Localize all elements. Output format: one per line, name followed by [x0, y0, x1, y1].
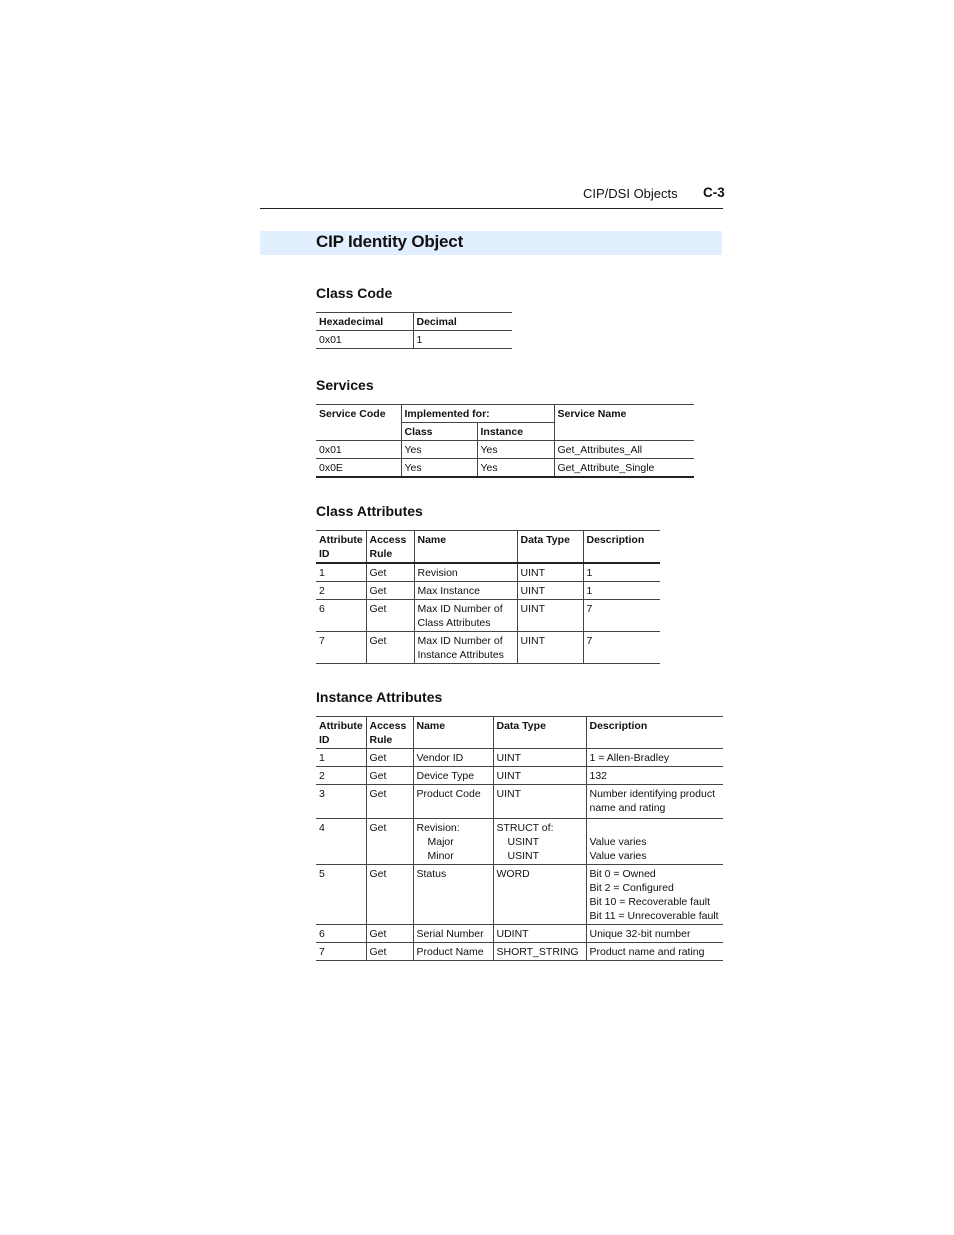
table-cell: UINT	[517, 632, 583, 664]
column-header: Data Type	[493, 717, 586, 749]
table-cell	[413, 819, 493, 865]
cell-line: Major	[427, 836, 454, 848]
table-cell: Get	[366, 563, 414, 582]
running-header-section: CIP/DSI Objects	[583, 186, 678, 201]
table-cell: Get_Attribute_Single	[554, 459, 694, 478]
table-row	[316, 563, 660, 582]
table-cell: UINT	[493, 785, 586, 819]
table-cell: 7	[583, 600, 660, 632]
table-row	[316, 865, 723, 925]
column-header: Hexadecimal	[316, 313, 413, 331]
table-cell: Yes	[477, 459, 554, 478]
instance-attributes-heading: Instance Attributes	[316, 689, 443, 705]
table-cell: UINT	[493, 749, 586, 767]
table-cell: 1 = Allen-Bradley	[586, 749, 723, 767]
table-cell: 4	[316, 819, 366, 865]
table-cell: 0x01	[316, 331, 413, 349]
table-cell	[586, 819, 723, 865]
cell-line: Value varies	[589, 836, 647, 848]
table-cell: 7	[583, 632, 660, 664]
cell-line: Revision:	[416, 822, 460, 834]
table-cell: Device Type	[413, 767, 493, 785]
table-cell: 132	[586, 767, 723, 785]
table-cell: Revision	[414, 563, 517, 582]
table-row	[316, 749, 723, 767]
table-cell: Max ID Number of Instance Attributes	[414, 632, 517, 664]
table-cell: Get	[366, 600, 414, 632]
table-cell: 5	[316, 865, 366, 925]
table-cell: Get	[366, 943, 413, 961]
table-cell: 7	[316, 943, 366, 961]
table-cell: 6	[316, 925, 366, 943]
cell-line: Value varies	[589, 850, 647, 862]
table-cell: Status	[413, 865, 493, 925]
class-code-table	[316, 312, 512, 349]
table-cell: Yes	[477, 441, 554, 459]
table-cell: Unique 32-bit number	[586, 925, 723, 943]
table-cell: 2	[316, 582, 366, 600]
table-header-row	[316, 405, 694, 423]
table-row	[316, 767, 723, 785]
table-row	[316, 943, 723, 961]
table-cell: SHORT_STRING	[493, 943, 586, 961]
table-cell: Product name and rating	[586, 943, 723, 961]
table-cell: WORD	[493, 865, 586, 925]
table-cell: UINT	[517, 600, 583, 632]
table-cell	[586, 865, 723, 925]
table-cell: 1	[316, 749, 366, 767]
column-header: Service Name	[554, 405, 694, 441]
table-cell: UINT	[493, 767, 586, 785]
table-header-row	[316, 531, 660, 564]
column-header: Description	[583, 531, 660, 564]
column-header: Attribute ID	[316, 531, 366, 564]
column-header: Access Rule	[366, 717, 413, 749]
column-header: Decimal	[413, 313, 512, 331]
cell-line: Bit 0 = Owned	[589, 868, 656, 880]
table-cell: 1	[413, 331, 512, 349]
table-cell: Serial Number	[413, 925, 493, 943]
table-cell: 2	[316, 767, 366, 785]
column-header: Attribute ID	[316, 717, 366, 749]
class-code-heading: Class Code	[316, 285, 393, 301]
table-cell: Max ID Number of Class Attributes	[414, 600, 517, 632]
column-header: Service Code	[316, 405, 401, 441]
instance-attributes-table	[316, 716, 723, 961]
table-cell	[493, 819, 586, 865]
table-header-row	[316, 313, 512, 331]
column-header: Data Type	[517, 531, 583, 564]
table-cell: 1	[316, 563, 366, 582]
table-cell: Get	[366, 785, 413, 819]
column-header: Description	[586, 717, 723, 749]
table-cell: 0x0E	[316, 459, 401, 478]
column-header: Class	[401, 423, 477, 441]
class-attributes-heading: Class Attributes	[316, 503, 423, 519]
table-row	[316, 441, 694, 459]
table-row	[316, 632, 660, 664]
table-cell: UINT	[517, 582, 583, 600]
cell-line: Bit 11 = Unrecoverable fault	[589, 910, 719, 922]
table-cell: Get	[366, 925, 413, 943]
table-cell: Max Instance	[414, 582, 517, 600]
header-rule	[260, 208, 723, 209]
column-header: Instance	[477, 423, 554, 441]
cell-line: STRUCT of:	[496, 822, 554, 834]
table-row	[316, 785, 723, 819]
table-row	[316, 459, 694, 478]
table-cell: 7	[316, 632, 366, 664]
class-attributes-table	[316, 530, 660, 664]
table-cell: Vendor ID	[413, 749, 493, 767]
table-cell: Yes	[401, 441, 477, 459]
table-cell: 0x01	[316, 441, 401, 459]
cell-line: Minor	[427, 850, 454, 862]
table-cell: Get	[366, 865, 413, 925]
services-table	[316, 404, 694, 478]
table-cell: Get	[366, 632, 414, 664]
column-header: Name	[414, 531, 517, 564]
table-cell: Product Name	[413, 943, 493, 961]
table-cell: Get	[366, 767, 413, 785]
cell-line	[590, 821, 721, 835]
table-row	[316, 331, 512, 349]
table-header-row	[316, 717, 723, 749]
table-row	[316, 582, 660, 600]
table-cell: Product Code	[413, 785, 493, 819]
table-cell: Get	[366, 582, 414, 600]
table-cell: 6	[316, 600, 366, 632]
table-row	[316, 925, 723, 943]
table-cell: Get	[366, 819, 413, 865]
cell-line: Bit 10 = Recoverable fault	[589, 896, 711, 908]
page-title: CIP Identity Object	[316, 232, 464, 251]
table-row	[316, 819, 723, 865]
column-header: Implemented for:	[401, 405, 554, 423]
cell-line: USINT	[507, 836, 539, 848]
table-cell: Get_Attributes_All	[554, 441, 694, 459]
table-cell: Get	[366, 749, 413, 767]
table-cell: 1	[583, 563, 660, 582]
column-header: Name	[413, 717, 493, 749]
services-heading: Services	[316, 377, 374, 393]
table-cell: 1	[583, 582, 660, 600]
table-row	[316, 600, 660, 632]
table-cell: Number identifying product name and rating	[586, 785, 723, 819]
table-cell: 3	[316, 785, 366, 819]
table-cell: Yes	[401, 459, 477, 478]
table-cell: UINT	[517, 563, 583, 582]
table-cell: UDINT	[493, 925, 586, 943]
cell-line: USINT	[507, 850, 539, 862]
column-header: Access Rule	[366, 531, 414, 564]
cell-line: Bit 2 = Configured	[589, 882, 674, 894]
page-number: C-3	[703, 185, 725, 200]
